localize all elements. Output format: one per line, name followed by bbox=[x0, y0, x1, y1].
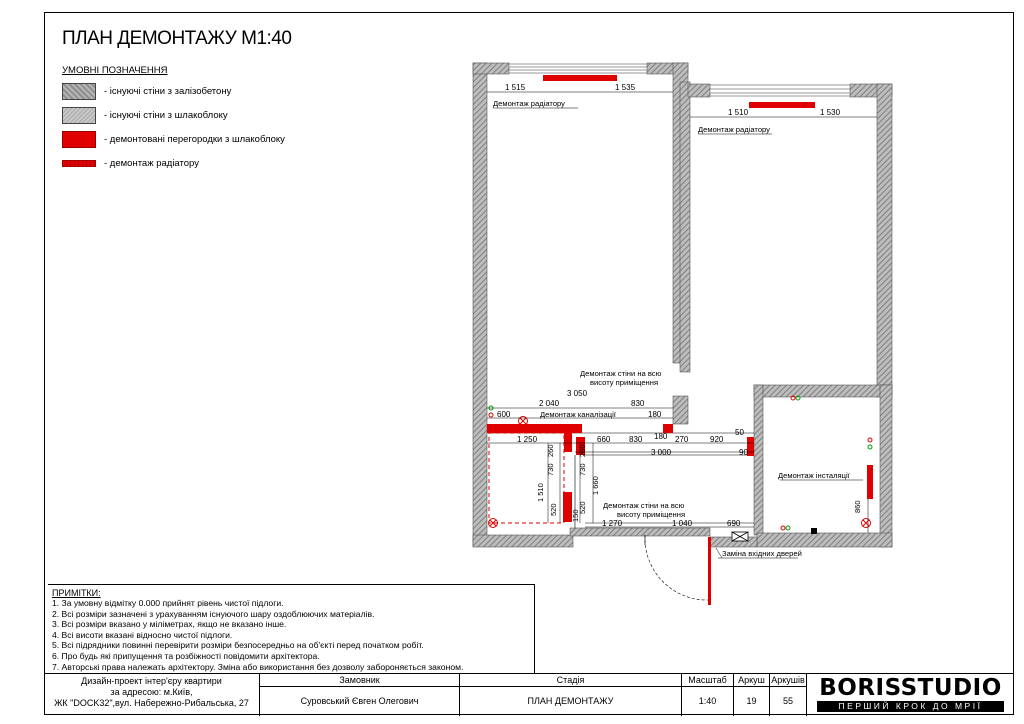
wall-demolition-note-2: Демонтаж стіни на всю bbox=[603, 501, 685, 510]
installation-unit bbox=[867, 465, 873, 499]
legend-label: - існуючі стіни з шлакоблоку bbox=[104, 109, 228, 121]
wall-bath-left bbox=[754, 385, 763, 535]
wall-mid-lower bbox=[673, 396, 688, 424]
wall-bath-top bbox=[754, 385, 892, 397]
dim-text: 260 bbox=[546, 444, 555, 457]
dim-text: 150 bbox=[571, 509, 580, 522]
radiator-left bbox=[543, 75, 617, 81]
wall-top-left-a bbox=[473, 63, 509, 74]
note-item: 4. Всі висоти вказані відносно чистої підлоги. bbox=[52, 629, 233, 640]
dim-text: 730 bbox=[546, 463, 555, 476]
client-cell bbox=[259, 674, 459, 716]
dim-text: 260 bbox=[578, 444, 587, 457]
radiator-note-left: Демонтаж радіатору bbox=[493, 99, 565, 108]
wall-right-outer bbox=[877, 84, 892, 397]
sheets-cell bbox=[769, 674, 806, 716]
radiator-note-right: Демонтаж радіатору bbox=[698, 125, 770, 134]
page-title: ПЛАН ДЕМОНТАЖУ М1:40 bbox=[62, 28, 292, 49]
scale-cell bbox=[681, 674, 733, 716]
dim-text: 520 bbox=[549, 503, 558, 516]
notes-panel bbox=[48, 584, 535, 673]
stage-value: ПЛАН ДЕМОНТАЖУ bbox=[527, 696, 614, 706]
radiator-right bbox=[749, 102, 815, 108]
dim-text: 1 270 bbox=[602, 519, 623, 528]
dim-text: 1 515 bbox=[505, 83, 526, 92]
door-replacement-note: Заміна вхідних дверей bbox=[722, 549, 802, 558]
dim-text: 660 bbox=[597, 435, 611, 444]
dim-text: 180 bbox=[648, 410, 662, 419]
legend-label: - демонтаж радіатору bbox=[104, 157, 199, 169]
door-swing-arc bbox=[645, 535, 708, 600]
stage-header: Стадія bbox=[460, 674, 681, 687]
wall-top-right-a bbox=[688, 84, 710, 97]
project-line: ЖК "DOCK32",вул. Набережно-Рибальська, 27 bbox=[54, 698, 249, 708]
dim-text: 920 bbox=[710, 435, 724, 444]
note-item: 5. Всі підрядники повинні перевірити розміри безпосередньо на об'єкті перед початком робіт. bbox=[52, 640, 424, 651]
wall-left-outer bbox=[473, 63, 487, 546]
wall-bottom-corridor bbox=[570, 528, 710, 536]
dim-text: 1 510 bbox=[536, 483, 545, 502]
wall-bath-bottom bbox=[757, 533, 892, 547]
legend-label: - існуючі стіни з залізобетону bbox=[104, 85, 232, 97]
note-item: 3. Всі розміри вказано у міліметрах, якщо не вказано інше. bbox=[52, 619, 287, 630]
wall-demolition-note-2b: висоту приміщення bbox=[617, 510, 686, 519]
dim-text: 830 bbox=[629, 435, 643, 444]
dim-text: 1 530 bbox=[820, 108, 841, 117]
scale-header: Масштаб bbox=[682, 674, 733, 687]
dim-text: 3 050 bbox=[567, 389, 588, 398]
dim-text: 690 bbox=[727, 519, 741, 528]
dim-text: 90 bbox=[739, 448, 748, 457]
dim-text: 520 bbox=[578, 501, 587, 514]
wall-bath-right bbox=[880, 385, 892, 547]
note-item: 6. Про будь які припущення та розбіжності повідомити архітектора. bbox=[52, 650, 320, 661]
sewer-demolition-note: Демонтаж каналізації bbox=[540, 410, 616, 419]
dim-text: 730 bbox=[578, 463, 587, 476]
dim-text: 1 250 bbox=[517, 435, 538, 444]
scale-value: 1:40 bbox=[698, 696, 717, 706]
logo-slogan: ПЕРШИЙ КРОК ДО МРІЇ bbox=[817, 701, 1004, 712]
dim-text: 2 040 bbox=[539, 399, 560, 408]
studio-logo bbox=[806, 674, 1014, 716]
wall-mid-column bbox=[680, 82, 690, 372]
note-item: 7. Авторські права належать архітектору. Зміна або використання без дозволу забороняється законом. bbox=[52, 661, 464, 672]
wall-demolition-note-1b: висоту приміщення bbox=[590, 378, 659, 387]
sheets-header: Аркушів bbox=[771, 675, 805, 685]
dim-text: 270 bbox=[675, 435, 689, 444]
dim-text: 1 040 bbox=[672, 519, 693, 528]
notes-heading: ПРИМІТКИ: bbox=[52, 588, 101, 598]
dim-text: 3 000 bbox=[651, 448, 672, 457]
demolished-partition-stub bbox=[564, 424, 572, 452]
dim-text: 600 bbox=[497, 410, 511, 419]
wall-bottom-left bbox=[473, 535, 573, 547]
sheet-header: Аркуш bbox=[734, 674, 769, 687]
note-item: 1. За умовну відмітку 0.000 прийнят рівень чистої підлоги. bbox=[52, 598, 284, 608]
note-item: 2. Всі розміри зазначені з урахуванням існуючого шару оздоблюючих матеріалів. bbox=[52, 608, 375, 619]
dim-text: 860 bbox=[853, 500, 862, 513]
wall-demolition-note-1: Демонтаж стіни на всю bbox=[580, 369, 662, 378]
logo-wordmark: BORISSTUDIO bbox=[819, 675, 1002, 701]
demolished-partition-bath bbox=[747, 437, 754, 456]
title-block bbox=[44, 673, 1014, 716]
installation-demolition-note: Демонтаж інсталяції bbox=[778, 471, 850, 480]
dim-text: 180 bbox=[654, 432, 668, 441]
sheets-value: 55 bbox=[782, 696, 793, 706]
sheet-value: 19 bbox=[746, 696, 757, 706]
legend-heading: УМОВНІ ПОЗНАЧЕННЯ bbox=[62, 65, 168, 76]
project-info bbox=[44, 676, 259, 709]
sheet-cell bbox=[733, 674, 769, 716]
dim-text: 830 bbox=[631, 399, 645, 408]
dim-text: 1 535 bbox=[615, 83, 636, 92]
entry-door-leaf bbox=[708, 537, 711, 605]
dim-text: 1 510 bbox=[728, 108, 749, 117]
dim-text: 50 bbox=[735, 428, 744, 437]
client-header: Замовник bbox=[260, 674, 459, 687]
legend-label: - демонтовані перегородки з шлакоблоку bbox=[104, 133, 285, 145]
project-line: за адресою: м.Київ, bbox=[110, 687, 193, 697]
dim-text: 1 660 bbox=[591, 476, 600, 495]
client-value: Суровський Євген Олегович bbox=[300, 696, 419, 706]
stage-cell bbox=[459, 674, 681, 716]
project-line: Дизайн-проект інтер'єру квартири bbox=[81, 676, 222, 686]
